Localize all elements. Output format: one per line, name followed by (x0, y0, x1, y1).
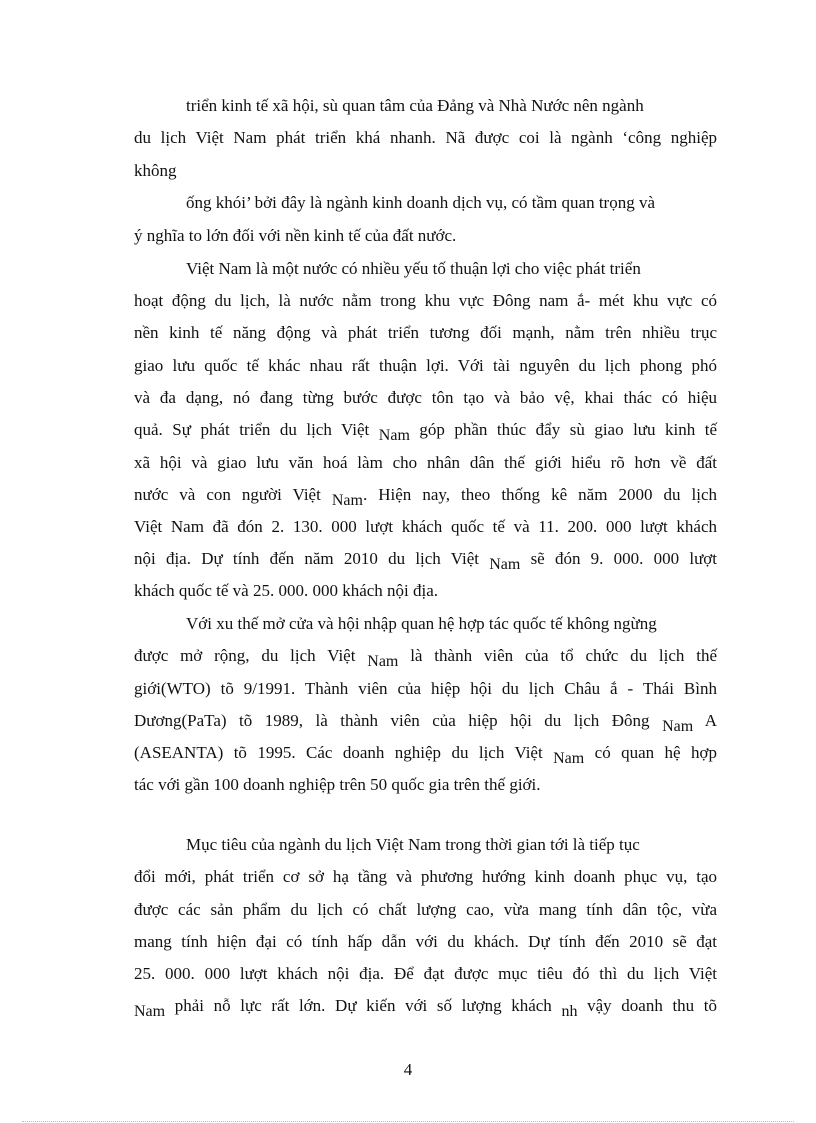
subscript-word: Nam (134, 1003, 166, 1020)
p3-line-1: Với xu thế mở cửa và hội nhập quan hệ hợp tác quốc tế không ngừng (186, 614, 657, 633)
text-segment: quả. Sự phát triển du lịch Việt (134, 420, 370, 439)
p2-line-4: giao lưu quốc tế khác nhau rất thuận lợi. Với tài nguyên du lịch phong phó (134, 356, 717, 375)
p1-line-4: ống khói’ bởi đây là ngành kinh doanh dịch vụ, có tầm quan trọng và (186, 193, 655, 212)
p2-line-3: nền kinh tế năng động và phát triển tương đối mạnh, nằm trên nhiều trục (134, 323, 717, 342)
text-segment: . Hiện nay, theo thống kê năm 2000 du lịch (362, 485, 717, 504)
p1-line-5: ý nghĩa to lớn đối với nền kinh tế của đất nước. (134, 226, 457, 245)
text-segment: góp phần thúc đẩy sù giao lưu kinh tế (419, 420, 718, 439)
p2-line-2: hoạt động du lịch, là nước nằm trong khu vực Đông nam ắ- mét khu vực có (134, 291, 717, 310)
p2-line-11: khách quốc tế và 25. 000. 000 khách nội địa. (134, 581, 439, 600)
subscript-word: Nam (367, 653, 399, 670)
p2-line-5: và đa dạng, nó đang từng bước được tôn tạo và bảo vệ, khai thác có hiệu (134, 388, 717, 407)
p1-line-1: triển kinh tế xã hội, sù quan tâm của Đảng và Nhà Nước nên ngành (186, 96, 644, 115)
p3-line-4 (134, 711, 718, 735)
text-segment: A (704, 711, 718, 730)
text-segment: nội địa. Dự tính đến năm 2010 du lịch Việt (134, 549, 479, 568)
p2-line-8 (134, 485, 717, 509)
p3-line-3: giới(WTO) tõ 9/1991. Thành viên của hiệp hội du lịch Châu ắ - Thái Bình (134, 679, 717, 698)
page-number: 4 (403, 1060, 413, 1079)
p2-line-10 (134, 549, 718, 573)
subscript-word: Nam (662, 718, 694, 735)
p4-line-6 (134, 996, 718, 1020)
text-segment: nước và con người Việt (134, 485, 321, 504)
p2-line-6 (134, 420, 718, 444)
p3-line-5 (134, 743, 718, 767)
p4-line-4: mang tính hiện đại có tính hấp dẫn với du khách. Dự tính đến 2010 sẽ đạt (134, 932, 717, 951)
p1-line-2: du lịch Việt Nam phát triển khá nhanh. Nã được coi là ngành ‘công nghiệp (134, 128, 717, 147)
text-segment: là thành viên của tổ chức du lịch thế (410, 646, 717, 665)
p2-line-9: Việt Nam đã đón 2. 130. 000 lượt khách quốc tế và 11. 200. 000 lượt khách (134, 517, 717, 536)
page-bottom-divider (22, 1121, 794, 1122)
subscript-word: nh (561, 1003, 578, 1020)
text-segment: sẽ đón 9. 000. 000 lượt (530, 549, 718, 568)
subscript-word: Nam (331, 492, 363, 509)
p4-line-5: 25. 000. 000 lượt khách nội địa. Để đạt được mục tiêu đó thì du lịch Việt (134, 964, 717, 983)
subscript-word: Nam (489, 556, 521, 573)
text-segment: Dương(PaTa) tõ 1989, là thành viên của hiệp hội du lịch Đông (134, 711, 650, 730)
text-segment: vậy doanh thu tõ (587, 996, 718, 1015)
text-segment: (ASEANTA) tõ 1995. Các doanh nghiệp du lịch Việt (134, 743, 543, 762)
p1-line-3: không (134, 161, 177, 180)
p3-line-2 (134, 646, 717, 670)
p2-line-1: Việt Nam là một nước có nhiều yếu tố thuận lợi cho việc phát triển (186, 259, 641, 278)
p3-line-6: tác với gần 100 doanh nghiệp trên 50 quốc gia trên thế giới. (134, 775, 541, 794)
p4-line-3: được các sản phẩm du lịch có chất lượng cao, vừa mang tính dân tộc, vừa (134, 900, 717, 919)
p2-line-7: xã hội và giao lưu văn hoá làm cho nhân dân thế giới hiểu rõ hơn về đất (134, 453, 717, 472)
text-segment: phải nỗ lực rất lớn. Dự kiến với số lượng khách (174, 996, 552, 1015)
text-segment: có quan hệ hợp (594, 743, 718, 762)
p4-line-1: Mục tiêu của ngành du lịch Việt Nam trong thời gian tới là tiếp tục (186, 835, 640, 854)
subscript-word: Nam (553, 750, 585, 767)
text-segment: được mở rộng, du lịch Việt (134, 646, 356, 665)
p4-line-2: đổi mới, phát triển cơ sở hạ tầng và phương hướng kinh doanh phục vụ, tạo (134, 867, 717, 886)
subscript-word: Nam (378, 427, 410, 444)
